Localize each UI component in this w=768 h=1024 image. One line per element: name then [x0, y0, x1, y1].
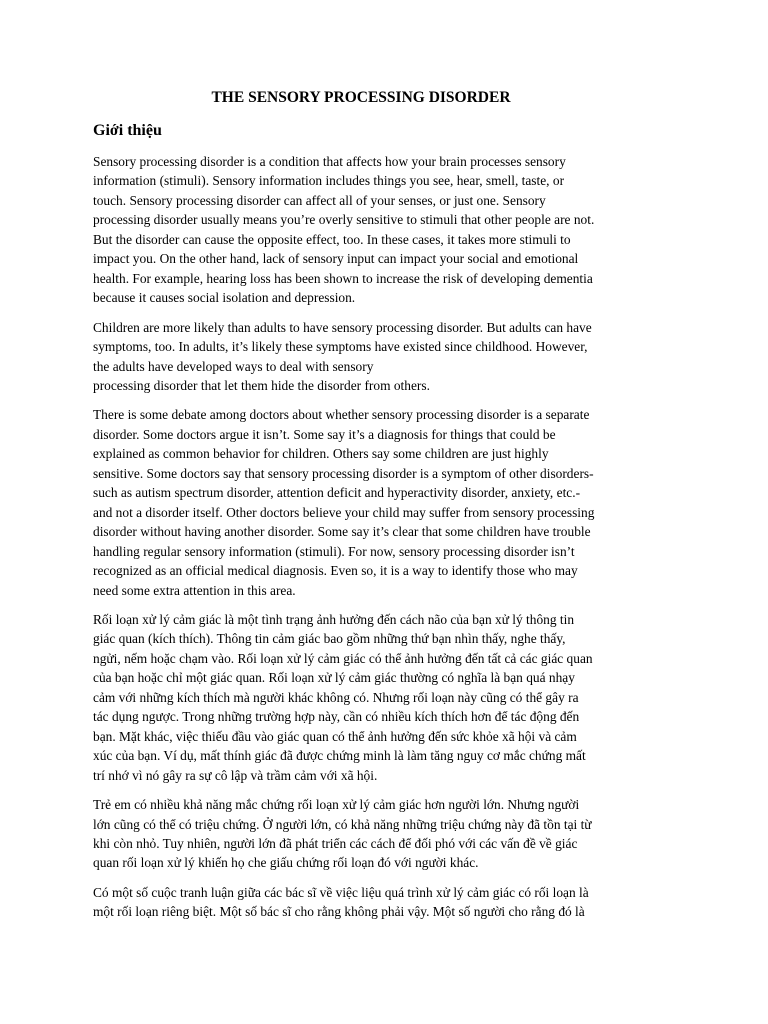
paragraph-line: ngửi, nếm hoặc chạm vào. Rối loạn xử lý cảm giác có thể ảnh hưởng đến tất cả các giác quan [93, 650, 593, 666]
section-heading: Giới thiệu [93, 122, 162, 139]
paragraph-line: because it causes social isolation and depression. [93, 290, 356, 306]
paragraph-line: disorder. Some doctors argue it isn’t. Some say it’s a diagnosis for things that could be [93, 426, 556, 442]
paragraph-line: Có một số cuộc tranh luận giữa các bác sĩ về việc liệu quá trình xử lý cảm giác có rối loạn là [93, 884, 589, 900]
paragraph-line: But the disorder can cause the opposite effect, too. In these cases, it takes more stimuli to [93, 231, 571, 247]
paragraph-line: need some extra attention in this area. [93, 582, 296, 598]
paragraph [93, 405, 683, 600]
paragraph-line: Trẻ em có nhiều khả năng mắc chứng rối loạn xử lý cảm giác hơn người lớn. Nhưng người [93, 797, 580, 813]
paragraph-line: and not a disorder itself. Other doctors believe your child may suffer from sensory processing [93, 504, 595, 520]
paragraph [93, 883, 683, 922]
paragraph-line: the adults have developed ways to deal with sensory [93, 358, 374, 374]
paragraph-line: quan rối loạn xử lý khiến họ che giấu chứng rối loạn đó với người khác. [93, 855, 479, 871]
paragraph-line: sensitive. Some doctors say that sensory processing disorder is a symptom of other disorders- [93, 465, 594, 481]
paragraph [93, 610, 683, 785]
paragraph-line: một rối loạn riêng biệt. Một số bác sĩ cho rằng không phải vậy. Một số người cho rằng đó là [93, 904, 585, 920]
paragraph [93, 318, 683, 396]
paragraph-line: Rối loạn xử lý cảm giác là một tình trạng ảnh hưởng đến cách não của bạn xử lý thông tin [93, 611, 575, 627]
paragraph-line: handling regular sensory information (stimuli). For now, sensory processing disorder isn’t [93, 543, 575, 559]
paragraph-line: explained as common behavior for children. Others say some children are just highly [93, 446, 549, 462]
paragraph-line: cảm với những kích thích mà người khác không có. Nhưng rối loạn này cũng có thể gây ra [93, 689, 579, 705]
paragraph-line: impact you. On the other hand, lack of sensory input can impact your social and emotional [93, 251, 579, 267]
paragraph-line: processing disorder usually means you’re overly sensitive to stimuli that other people are not. [93, 212, 595, 228]
paragraph-line: của bạn hoặc chỉ một giác quan. Rối loạn xử lý cảm giác thường có nghĩa là bạn quá nhạy [93, 670, 575, 686]
paragraph-line: Children are more likely than adults to have sensory processing disorder. But adults can have [93, 319, 592, 335]
document-title: THE SENSORY PROCESSING DISORDER [211, 89, 511, 106]
paragraph-line: touch. Sensory processing disorder can affect all of your senses, or just one. Sensory [93, 192, 546, 208]
paragraph [93, 152, 683, 308]
paragraph [93, 795, 683, 873]
paragraph-line: disorder without having another disorder. Some say it’s clear that some children have trouble [93, 524, 591, 540]
paragraph-line: trí nhớ vì nó gây ra sự cô lập và trầm cảm với xã hội. [93, 767, 378, 783]
paragraph-line: recognized as an official medical diagnosis. Even so, it is a way to identify those who may [93, 563, 578, 579]
paragraph-line: processing disorder that let them hide the disorder from others. [93, 377, 430, 393]
paragraph-line: health. For example, hearing loss has been shown to increase the risk of developing dementia [93, 270, 593, 286]
paragraph-line: symptoms, too. In adults, it’s likely these symptoms have existed since childhood. However, [93, 339, 588, 355]
paragraph-line: There is some debate among doctors about whether sensory processing disorder is a separate [93, 407, 590, 423]
document-body [93, 152, 683, 932]
paragraph-line: information (stimuli). Sensory information includes things you see, hear, smell, taste, or [93, 173, 565, 189]
paragraph-line: giác quan (kích thích). Thông tin cảm giác bao gồm những thứ bạn nhìn thấy, nghe thấy, [93, 631, 566, 647]
paragraph-line: tác dụng ngược. Trong những trường hợp này, cần có nhiều kích thích hơn để tác động đến [93, 709, 580, 725]
paragraph-line: such as autism spectrum disorder, attention deficit and hyperactivity disorder, anxiety, etc.- [93, 485, 581, 501]
paragraph-line: lớn cũng có thể có triệu chứng. Ở người lớn, có khả năng những triệu chứng này đã tồn tại từ [93, 816, 592, 832]
paragraph-line: khi còn nhỏ. Tuy nhiên, người lớn đã phát triển các cách để đối phó với các vấn đề về giác [93, 835, 578, 851]
paragraph-line: xúc của bạn. Ví dụ, mất thính giác đã được chứng minh là làm tăng nguy cơ mắc chứng mất [93, 748, 586, 764]
paragraph-line: Sensory processing disorder is a condition that affects how your brain processes sensory [93, 154, 566, 169]
paragraph-line: bạn. Mặt khác, việc thiếu đầu vào giác quan có thể ảnh hưởng đến sức khỏe xã hội và cảm [93, 728, 577, 744]
